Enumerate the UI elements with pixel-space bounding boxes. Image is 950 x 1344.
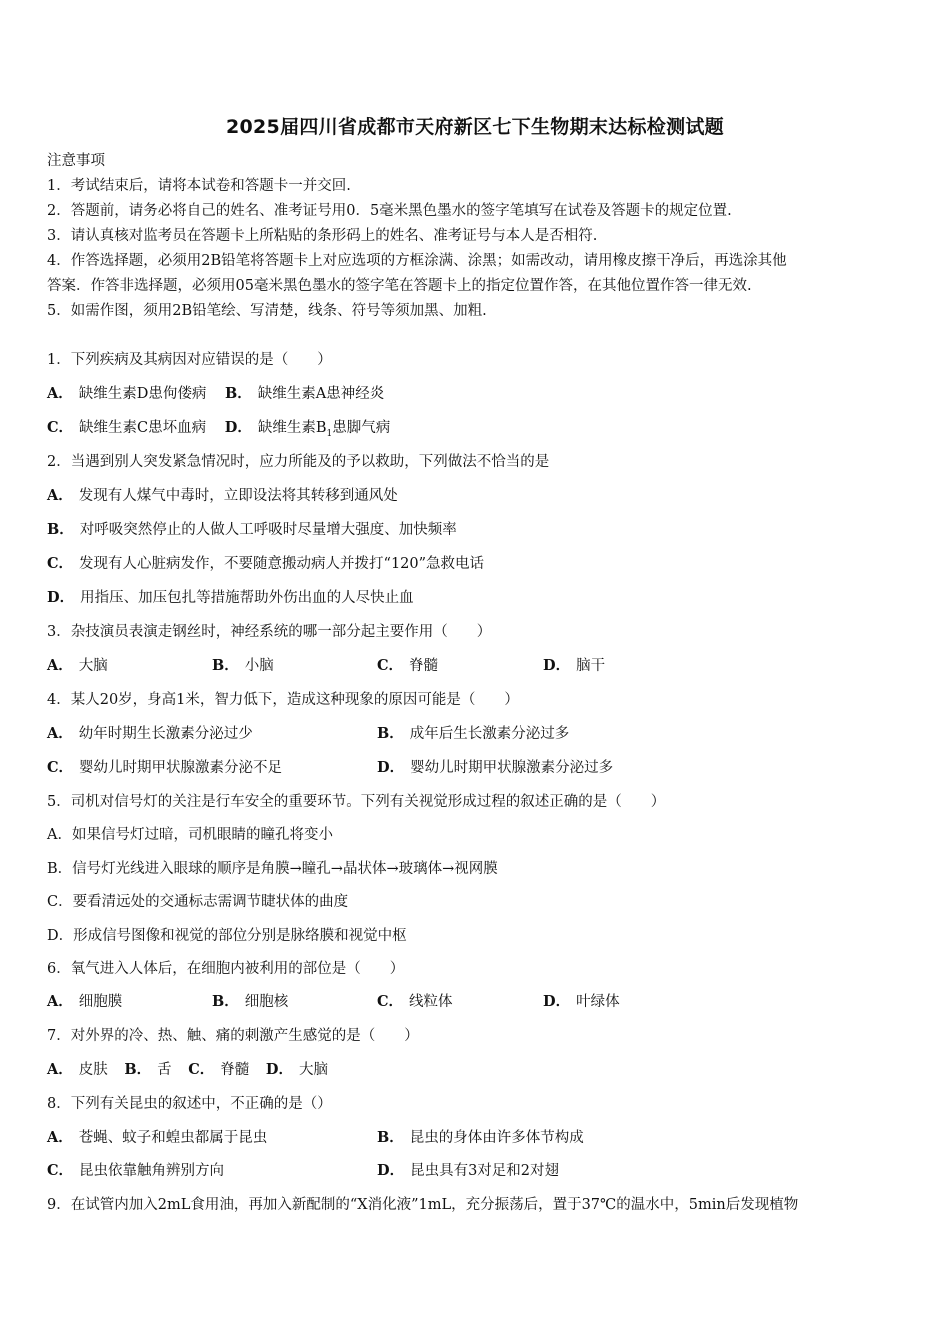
option-row bbox=[47, 554, 484, 574]
option-text: 缺维生素B bbox=[257, 420, 327, 436]
option-text: 患脚气病 bbox=[332, 420, 391, 436]
option-text: 成年后生长激素分泌过多 bbox=[409, 726, 570, 742]
question-stem: 9．在试管内加入2mL食用油，再加入新配制的“X消化液”1mL，充分振荡后，置于37℃的温水中，5min后发现植物 bbox=[47, 1197, 799, 1213]
option-label: D． bbox=[543, 657, 571, 674]
option-row bbox=[47, 384, 384, 404]
option-text: 发现有人心脏病发作，不要随意搬动病人并拨打“120”急救电话 bbox=[79, 556, 485, 572]
option-row bbox=[47, 758, 907, 778]
option-text: 苍蝇、蚊子和蝗虫都属于昆虫 bbox=[78, 1130, 268, 1146]
option-label: B． bbox=[377, 1129, 404, 1146]
question-stem: 8．下列有关昆虫的叙述中，不正确的是（） bbox=[47, 1096, 332, 1112]
question-stem: 5．司机对信号灯的关注是行车安全的重要环节。下列有关视觉形成过程的叙述正确的是（ ） bbox=[47, 794, 666, 810]
option-label: D． bbox=[377, 759, 405, 776]
option-label: C． bbox=[47, 1162, 74, 1179]
option-row bbox=[47, 992, 907, 1012]
option-text: 发现有人煤气中毒时，立即设法将其转移到通风处 bbox=[78, 488, 398, 504]
notice-item: 3．请认真核对监考员在答题卡上所粘贴的条形码上的姓名、准考证号与本人是否相符. bbox=[47, 228, 598, 244]
notice-item: 2．答题前，请务必将自己的姓名、准考证号用0．5毫米黑色墨水的签字笔填写在试卷及答题卡的规定位置. bbox=[47, 203, 732, 219]
option-text: 细胞膜 bbox=[78, 994, 123, 1010]
option-text: 脑干 bbox=[576, 658, 606, 674]
option-text: 缺维生素A患神经炎 bbox=[257, 386, 385, 402]
option-text: 用指压、加压包扎等措施帮助外伤出血的人尽快止血 bbox=[80, 590, 414, 606]
option-label: B． bbox=[47, 521, 74, 538]
notice-item: 5．如需作图，须用2B铅笔绘、写清楚，线条、符号等须加黑、加粗. bbox=[47, 303, 487, 319]
option-text: 大脑 bbox=[298, 1062, 328, 1078]
option-text: 细胞核 bbox=[244, 994, 289, 1010]
option-text: 对呼吸突然停止的人做人工呼吸时尽量增大强度、加快频率 bbox=[79, 522, 457, 538]
option-text: 脊髓 bbox=[220, 1062, 250, 1078]
option-text: 大脑 bbox=[78, 658, 108, 674]
option-text: 线粒体 bbox=[409, 994, 453, 1010]
option-text: 皮肤 bbox=[78, 1062, 108, 1078]
option-label: B． bbox=[212, 657, 239, 674]
option-label: A． bbox=[47, 487, 73, 504]
question-stem: 2．当遇到别人突发紧急情况时，应力所能及的予以救助，下列做法不恰当的是 bbox=[47, 454, 550, 470]
option-text: 小脑 bbox=[244, 658, 274, 674]
option-text: 舌 bbox=[157, 1062, 172, 1078]
option-label: B． bbox=[212, 993, 239, 1010]
option-text: 幼年时期生长激素分泌过少 bbox=[78, 726, 253, 742]
option-text: 昆虫具有3对足和2对翅 bbox=[410, 1163, 560, 1179]
option-label: D． bbox=[377, 1162, 405, 1179]
option-row bbox=[47, 1060, 328, 1080]
option-label: C． bbox=[188, 1061, 215, 1078]
option-text: 婴幼儿时期甲状腺激素分泌不足 bbox=[79, 760, 283, 776]
option-label: A． bbox=[47, 725, 73, 742]
option-text: 昆虫依靠触角辨别方向 bbox=[79, 1163, 225, 1179]
option-label: C． bbox=[47, 759, 74, 776]
question-stem: 7．对外界的冷、热、触、痛的刺激产生感觉的是（ ） bbox=[47, 1028, 419, 1044]
option-text: 昆虫的身体由许多体节构成 bbox=[409, 1130, 584, 1146]
option-label: A． bbox=[47, 385, 73, 402]
notice-item: 1．考试结束后，请将本试卷和答题卡一并交回. bbox=[47, 178, 351, 194]
question-stem: 1．下列疾病及其病因对应错误的是（ ） bbox=[47, 352, 332, 368]
option-text: 叶绿体 bbox=[576, 994, 620, 1010]
option-label: A． bbox=[47, 1129, 73, 1146]
option-label: C． bbox=[47, 419, 74, 436]
option-label: C． bbox=[377, 993, 404, 1010]
option-row bbox=[47, 418, 390, 444]
question-stem: 4．某人20岁，身高1米，智力低下，造成这种现象的原因可能是（ ） bbox=[47, 692, 519, 708]
option-label: D． bbox=[265, 1061, 293, 1078]
option-text: C．要看清远处的交通标志需调节睫状体的曲度 bbox=[47, 894, 349, 910]
subscript: 1 bbox=[326, 428, 333, 439]
option-label: D． bbox=[47, 589, 75, 606]
notice-item: 4．作答选择题，必须用2B铅笔将答题卡上对应选项的方框涂满、涂黑；如需改动，请用橡皮擦干净后，再选涂其他 bbox=[47, 253, 787, 269]
notice-item: 答案．作答非选择题，必须用05毫米黑色墨水的签字笔在答题卡上的指定位置作答，在其他位置作答一律无效. bbox=[47, 278, 752, 294]
option-text: 脊髓 bbox=[409, 658, 439, 674]
option-label: B． bbox=[124, 1061, 152, 1078]
option-row bbox=[47, 588, 414, 608]
option-label: D． bbox=[224, 419, 252, 436]
option-label: D． bbox=[543, 993, 571, 1010]
option-text: B．信号灯光线进入眼球的顺序是角膜→瞳孔→晶状体→玻璃体→视网膜 bbox=[47, 861, 498, 877]
page-title: 2025届四川省成都市天府新区七下生物期末达标检测试题 bbox=[226, 116, 724, 138]
option-text: A．如果信号灯过暗，司机眼睛的瞳孔将变小 bbox=[47, 827, 333, 843]
option-label: B． bbox=[225, 385, 252, 402]
option-label: B． bbox=[377, 725, 404, 742]
option-text: 缺维生素D患佝偻病 bbox=[78, 386, 207, 402]
option-text: D．形成信号图像和视觉的部位分别是脉络膜和视觉中枢 bbox=[47, 928, 407, 944]
question-stem: 3．杂技演员表演走钢丝时，神经系统的哪一部分起主要作用（ ） bbox=[47, 624, 492, 640]
option-row bbox=[47, 724, 907, 744]
option-row bbox=[47, 1161, 907, 1181]
option-label: C． bbox=[377, 657, 404, 674]
option-label: C． bbox=[47, 555, 74, 572]
option-label: A． bbox=[47, 993, 73, 1010]
option-row bbox=[47, 486, 398, 506]
option-label: A． bbox=[47, 657, 73, 674]
question-stem: 6．氧气进入人体后，在细胞内被利用的部位是（ ） bbox=[47, 961, 405, 977]
notice-heading: 注意事项 bbox=[47, 153, 105, 169]
option-row bbox=[47, 656, 907, 676]
option-label: A． bbox=[47, 1061, 73, 1078]
option-text: 婴幼儿时期甲状腺激素分泌过多 bbox=[410, 760, 614, 776]
option-row bbox=[47, 520, 457, 540]
option-row bbox=[47, 1128, 907, 1148]
option-text: 缺维生素C患坏血病 bbox=[79, 420, 207, 436]
